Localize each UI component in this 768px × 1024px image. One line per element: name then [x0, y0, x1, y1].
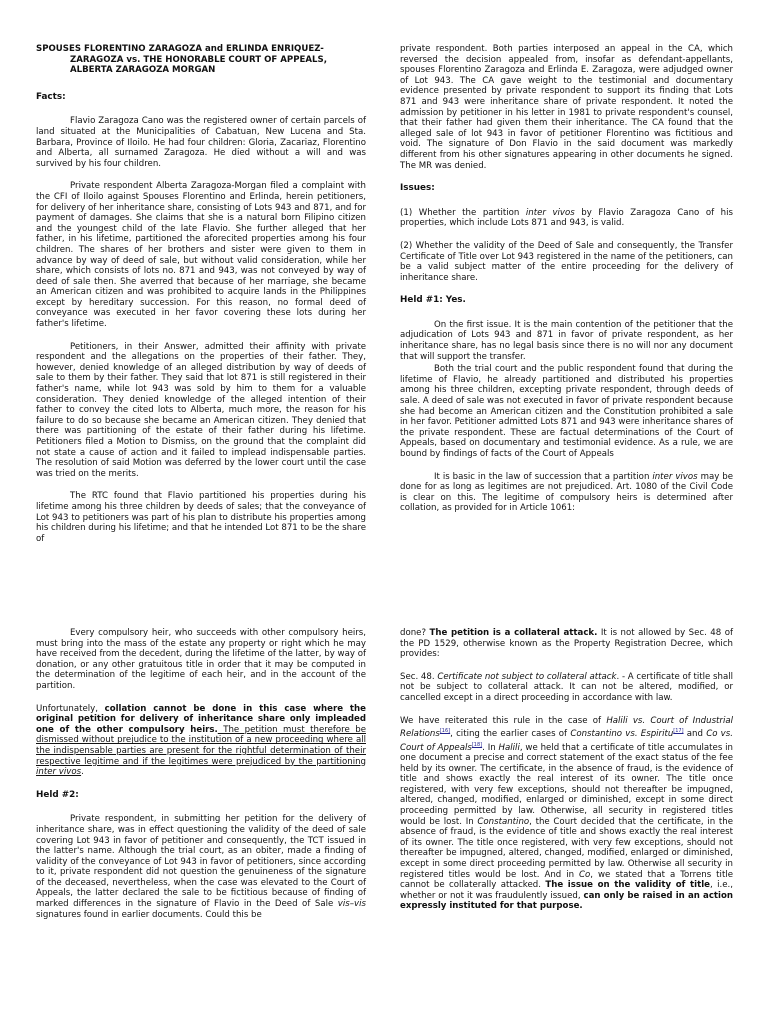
- held-1-paragraph-2: Both the trial court and the public respondent found that during the lifetime of Flavio, he already partitioned and distributed his properties among his three children, excepting private respondent, through deeds of sale. A deed of sale was not executed in favor of private respondent because she had become an American citizen and the Constitution prohibited a sale in her favor. Petitioner admitted Lots 871 and 943 were inheritance shares of the private respondent. These are factual determinations of the Court of Appeals, based on documentary and testimonial evidence. As a rule, we are bound by findings of facts of the Court of Appeals: [400, 364, 733, 459]
- caption-line-3: ALBERTA ZARAGOZA MORGAN: [70, 65, 216, 76]
- facts-paragraph-4: The RTC found that Flavio partitioned his properties during his lifetime among his three children by deeds of sales; that the conveyance of Lot 943 to petitioners was part of his plan to distribute his properties among his children during his lifetime; and that he intended Lot 871 to be the share of: [36, 491, 366, 544]
- held-1-paragraph-1: On the first issue. It is the main contention of the petitioner that the adjudication of Lots 943 and 871 in favor of private respondent, as her inheritance share, has no legal basis since there is no will nor any document that will support the transfer.: [400, 319, 733, 362]
- halili-paragraph: We have reiterated this rule in the case of Halili vs. Court of Industrial Relations[16], citing the earlier cases of Constantino vs. Espiritu[17] and Co vs. Court of Appeals[18]. In Halili, we held that a certificate of title accumulates in one document a precise and correct statement of the exact status of the fee held by its owner. The certificate, in the absence of fraud, is the evidence of title and shows exactly the real interest of its owner. The title once registered, with very few exceptions, should not thereafter be impugned, altered, changed, modified, enlarged or diminished, except in some direct proceeding permitted by law. Otherwise, all security in registered titles would be lost. In Constantino, the Court decided that the certificate, in the absence of fraud, is the evidence of title and shows exactly the real interest of its owner. The title once registered, with very few exceptions, should not thereafter be impugned, altered, changed, modified, enlarged or diminished, except in some direct proceeding permitted by law. Otherwise all security in registered titles would be lost. And in Co, we stated that a Torrens title cannot be collaterally attacked. The issue on the validity of title, i.e., whether or not it was fraudulently issued, can only be raised in an action expressly instituted for that purpose.: [400, 715, 734, 912]
- section-48-quote: Sec. 48. Certificate not subject to collateral attack. - A certificate of title shall not be subject to collateral attack. It can not be altered, modified, or cancelled except in a direct proceeding in accordance with law.: [400, 671, 733, 703]
- issues-heading: Issues:: [400, 183, 435, 194]
- held-2-heading: Held #2:: [36, 789, 79, 800]
- facts-paragraph-2: Private respondent Alberta Zaragoza-Morgan filed a complaint with the CFI of Iloilo against Spouses Florentino and Erlinda, herein petitioners, for delivery of her inheritance share, consisting of Lots 943 and 871, and for payment of damages. She claims that she is a natural born Filipino citizen and the youngest child of the late Flavio. She further alleged that her father, in his lifetime, partitioned the aforecited properties among his four children. The shares of her brothers and sister were given to them in advance by way of deed of sale, but without valid consideration, while her share, which consists of lots no. 871 and 943, was not conveyed by way of deed of sale then. She averred that because of her marriage, she became an American citizen and was prohibited to acquire lands in the Philippines except by hereditary succession. For this reason, no formal deed of conveyance was executed in her favor covering these lots during her father's lifetime.: [36, 181, 366, 330]
- facts-continued-paragraph: private respondent. Both parties interposed an appeal in the CA, which reversed the decision appealed from, insofar as defendant-appellants, spouses Florentino Zaragoza and Erlinda E. Zaragoza, were adjudged owner of Lot 943. The CA gave weight to the testimonial and documentary evidence presented by private respondent to support its finding that Lots 871 and 943 were inheritance share of private respondent. It noted the admission by petitioner in his letter in 1981 to private respondent's counsel, that their father had given them their inheritance. The CA found that the alleged sale of lot 943 in favor of petitioner Florentino was fictitious and void. The signature of Don Flavio in the said document was markedly different from his other signatures appearing in other documents he signed. The MR was denied.: [400, 44, 733, 171]
- held-1-heading: Held #1: Yes.: [400, 295, 466, 306]
- held-2-paragraph: Private respondent, in submitting her petition for the delivery of inheritance share, was in effect questioning the validity of the deed of sale covering Lot 943 in favor of petitioner and consequently, the TCT issued in the latter's name. Although the trial court, as an obiter, made a finding of validity of the conveyance of Lot 943 in favor of petitioners, since according to it, private respondent did not question the genuineness of the signature of the deceased, nevertheless, when the case was elevated to the Court of Appeals, the latter declared the sale to be fictitious because of finding of marked differences in the signature of Flavio in the Deed of Sale vis–vis signatures found in earlier documents. Could this be: [36, 814, 366, 920]
- article-1061-quote: Every compulsory heir, who succeeds with other compulsory heirs, must bring into the mass of the estate any property or right which he may have received from the decedent, during the lifetime of the latter, by way of donation, or any other gratuitous title in order that it may be computed in the determination of the legitime of each heir, and in the account of the partition.: [36, 628, 366, 691]
- held-1-paragraph-3: It is basic in the law of succession that a partition inter vivos may be done for as long as legitimes are not prejudiced. Art. 1080 of the Civil Code is clear on this. The legitime of compulsory heirs is determined after collation, as provided for in Article 1061:: [400, 471, 733, 514]
- page-2: [0, 600, 768, 1024]
- issue-1: (1) Whether the partition inter vivos by Flavio Zaragoza Cano of his properties, which include Lots 871 and 943, is valid.: [400, 207, 733, 229]
- facts-paragraph-1: Flavio Zaragoza Cano was the registered owner of certain parcels of land situated at the Municipalities of Cabatuan, New Lucena and Sta. Barbara, Province of Iloilo. He had four children: Gloria, Zacariaz, Florentino and Alberta, all surnamed Zaragoza. He died without a will and was survived by his four children.: [36, 116, 366, 169]
- caption-line-2: ZARAGOZA vs. THE HONORABLE COURT OF APPEALS,: [70, 54, 327, 65]
- issue-2: (2) Whether the validity of the Deed of Sale and consequently, the Transfer Certificate of Title over Lot 943 registered in the name of the petitioners, can be a valid subject matter of the entire proceeding for the delivery of inheritance share.: [400, 240, 733, 283]
- case-caption: [36, 44, 366, 76]
- page2-left-column: [36, 628, 366, 932]
- page1-left-column: [36, 44, 366, 556]
- collation-paragraph: Unfortunately, collation cannot be done in this case where the original petition for delivery of inheritance share only impleaded one of the other compulsory heirs. The petition must therefore be dismissed without prejudice to the institution of a new proceeding where all the indispensable parties are present for the rightful determination of their respective legitime and if the legitimes were prejudiced by the partitioning inter vivos.: [36, 703, 366, 778]
- caption-line-1: SPOUSES FLORENTINO ZARAGOZA and ERLINDA ENRIQUEZ-: [36, 44, 324, 54]
- facts-paragraph-3: Petitioners, in their Answer, admitted their affinity with private respondent and the allegations on the properties of their father. They, however, denied knowledge of an alleged distribution by way of deeds of sale to them by their father. They said that lot 871 is still registered in their father's name, while lot 943 was sold by him to them for a valuable consideration. They denied knowledge of the alleged intention of their father to convey the cited lots to Alberta, much more, the reason for his failure to do so because she became an American citizen. They denied that there was partitioning of the estate of their father during his lifetime. Petitioners filed a Motion to Dismiss, on the ground that the complaint did not state a cause of action and it failed to implead indispensable parties. The resolution of said Motion was deferred by the lower court until the case was tried on the merits.: [36, 341, 366, 479]
- collateral-attack-paragraph: done? The petition is a collateral attack. It is not allowed by Sec. 48 of the PD 1529, otherwise known as the Property Registration Decree, which provides:: [400, 628, 733, 660]
- footnote-18-link[interactable]: [18]: [471, 741, 483, 748]
- page2-right-column: [400, 628, 733, 924]
- footnote-17-link[interactable]: [17]: [673, 728, 684, 735]
- facts-heading: Facts:: [36, 91, 66, 102]
- footnote-16-link[interactable]: [16]: [439, 728, 451, 735]
- page1-right-column: [400, 44, 733, 526]
